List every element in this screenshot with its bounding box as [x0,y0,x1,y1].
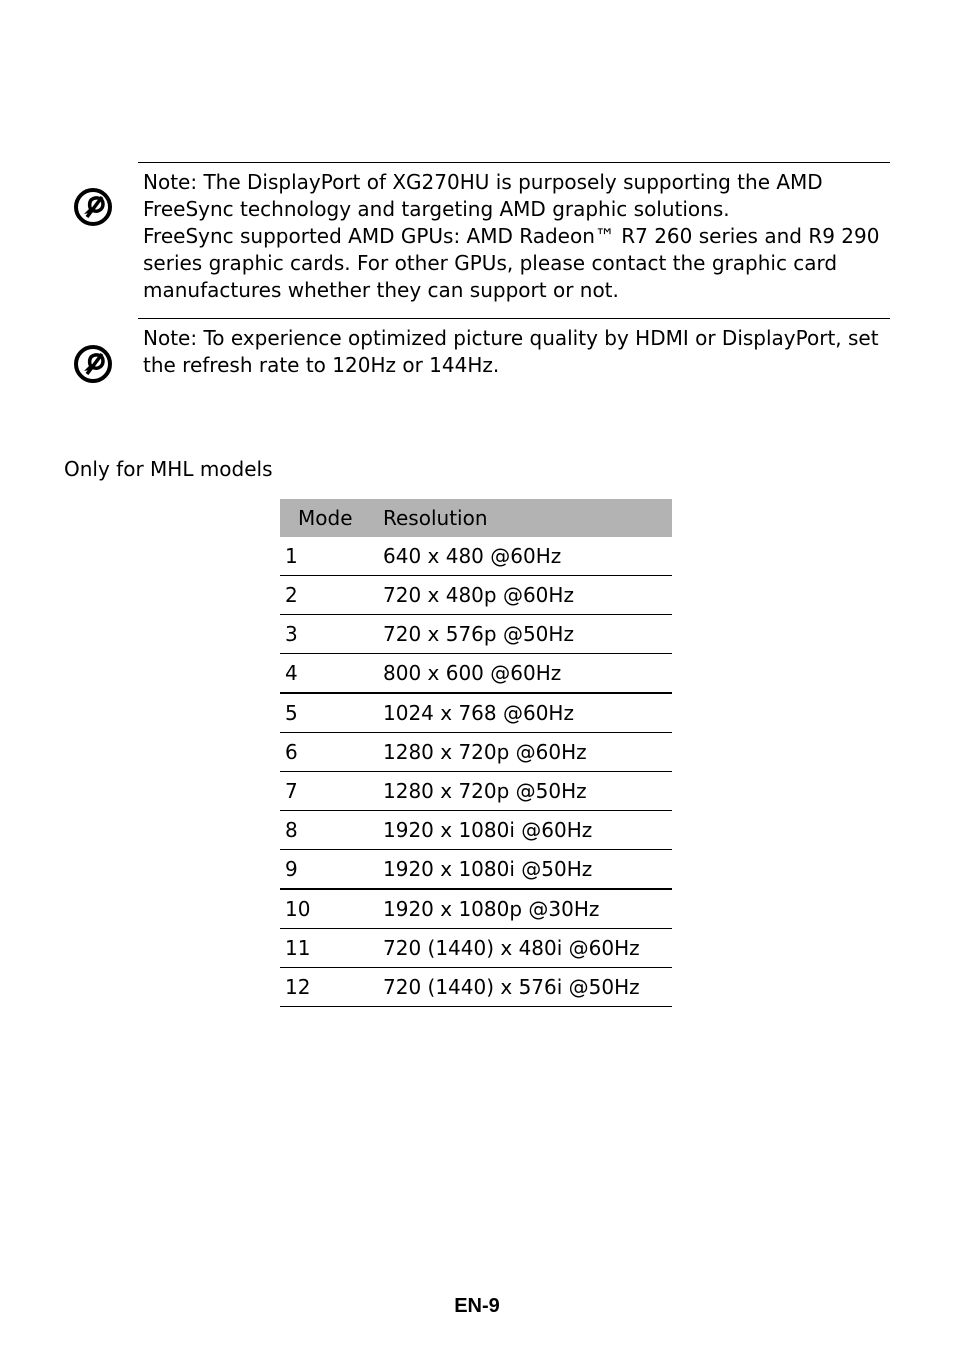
table-header-row [280,499,672,537]
table-row [280,615,672,654]
table-row [280,929,672,968]
resolution-cell: 640 x 480 @60Hz [383,537,672,576]
mode-cell: 10 [280,889,383,929]
section-label: Only for MHL models [64,457,273,481]
resolution-cell: 1280 x 720p @50Hz [383,772,672,811]
mode-cell: 6 [280,733,383,772]
note-2-text: Note: To experience optimized picture quality by HDMI or DisplayPort, set the refresh rate to 120Hz or 144Hz. [143,326,879,377]
resolution-cell: 1920 x 1080i @50Hz [383,850,672,890]
table-row [280,772,672,811]
mode-cell: 8 [280,811,383,850]
table-row [280,850,672,890]
table-row [280,576,672,615]
note-2 [138,318,890,377]
table-row [280,733,672,772]
table-row [280,654,672,694]
note-icon [72,186,114,228]
resolution-cell: 1024 x 768 @60Hz [383,693,672,733]
mode-cell: 2 [280,576,383,615]
table-row [280,889,672,929]
table-row [280,811,672,850]
mode-cell: 3 [280,615,383,654]
resolution-cell: 1920 x 1080i @60Hz [383,811,672,850]
resolution-cell: 800 x 600 @60Hz [383,654,672,694]
mhl-resolution-table [280,499,672,1007]
mode-cell: 12 [280,968,383,1007]
resolution-cell: 720 (1440) x 480i @60Hz [383,929,672,968]
mode-cell: 4 [280,654,383,694]
table-row [280,537,672,576]
table-row [280,968,672,1007]
note-1-text: Note: The DisplayPort of XG270HU is purposely supporting the AMD FreeSync technology and targeting AMD graphic solutions. FreeSync supported AMD GPUs: AMD Radeon™ R7 260 series and R9 290 series graphic cards. For other GPUs, please contact the graphic card manufactures whether they can support or not. [143,170,880,302]
table-row [280,693,672,733]
mode-cell: 11 [280,929,383,968]
mode-cell: 1 [280,537,383,576]
mode-cell: 9 [280,850,383,890]
header-mode: Mode [280,499,383,537]
header-resolution: Resolution [383,499,672,537]
note-1 [138,162,890,302]
resolution-cell: 1920 x 1080p @30Hz [383,889,672,929]
resolution-cell: 720 x 576p @50Hz [383,615,672,654]
resolution-cell: 1280 x 720p @60Hz [383,733,672,772]
resolution-cell: 720 (1440) x 576i @50Hz [383,968,672,1007]
mode-cell: 7 [280,772,383,811]
page-number: EN-9 [454,1295,500,1317]
resolution-cell: 720 x 480p @60Hz [383,576,672,615]
note-icon [72,343,114,385]
mode-cell: 5 [280,693,383,733]
